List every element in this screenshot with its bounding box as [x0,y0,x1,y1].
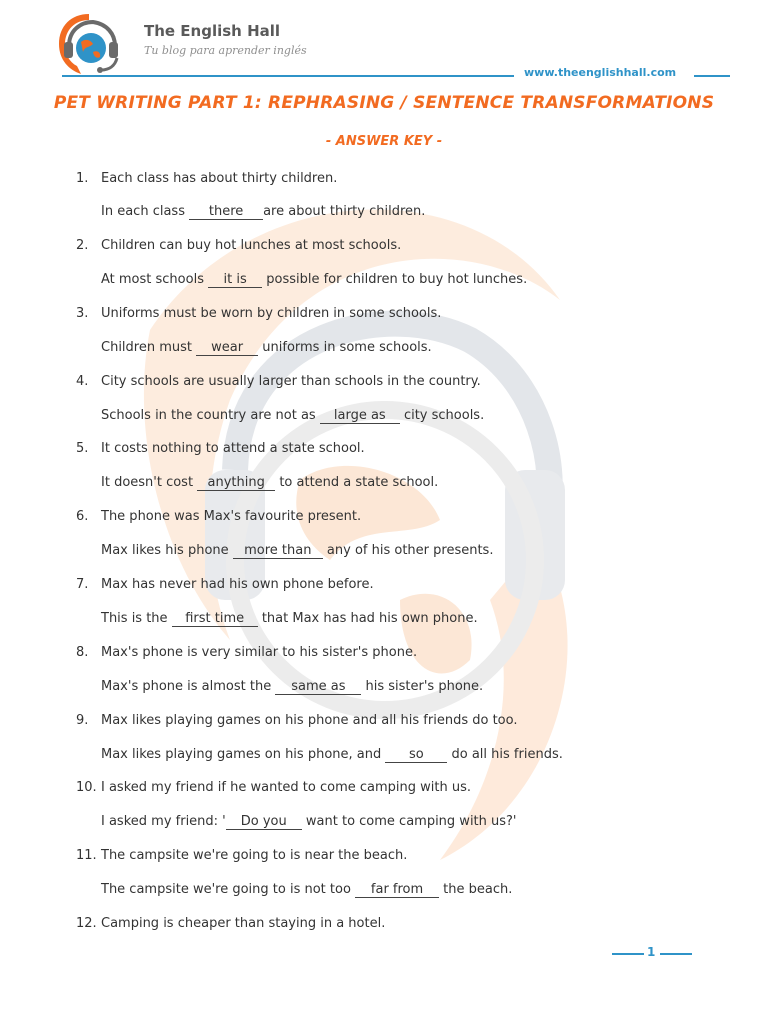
question-number: 3. [76,306,89,321]
rewrite-after: to attend a state school. [275,475,439,490]
question-number: 5. [76,441,89,456]
page-number: 1 [647,945,656,959]
question-sentence: The campsite we're going to is near the beach. [101,848,408,863]
answer-blank: Do you [226,815,302,830]
rewrite-after: any of his other presents. [322,543,494,558]
question-number: 4. [76,374,89,389]
rewrite-before: Schools in the country are not as [101,408,320,423]
rewrite-before: Children must [101,340,197,355]
page-title: PET WRITING PART 1: REPHRASING / SENTENCE TRANSFORMATIONS [53,93,715,113]
question-number: 8. [76,645,89,660]
answer-blank: far from [355,883,439,898]
header-rule [62,75,514,77]
answer-blank: there [189,205,263,220]
page-subtitle: - ANSWER KEY - [325,134,443,149]
rewrite-before: The campsite we're going to is not too [101,882,356,897]
rewrite-after: that Max has had his own phone. [257,611,478,626]
footer-rule-left [612,953,644,955]
rewrite-before: In each class [101,204,190,219]
question-number: 2. [76,238,89,253]
question-sentence: Children can buy hot lunches at most schools. [101,238,402,253]
rewrite-after: the beach. [439,882,513,897]
answer-blank: large as [320,409,400,424]
question-sentence: The phone was Max's favourite present. [101,509,362,524]
answer-blank: same as [275,680,361,695]
question-number: 10. [76,780,97,795]
rewrite-after: want to come camping with us?' [301,814,517,829]
rewrite-after: city schools. [399,408,485,423]
question-sentence: Camping is cheaper than staying in a hotel. [101,916,386,931]
rewrite-before: I asked my friend: ' [101,814,226,829]
question-sentence: Max likes playing games on his phone and all his friends do too. [101,713,518,728]
question-sentence: City schools are usually larger than schools in the country. [101,374,481,389]
answer-blank: so [385,748,447,763]
answer-blank: anything [197,476,275,491]
rewrite-before: Max's phone is almost the [101,679,276,694]
rewrite-after: possible for children to buy hot lunches. [262,272,528,287]
answer-blank: it is [208,273,262,288]
rewrite-before: Max likes his phone [101,543,233,558]
question-sentence: Max's phone is very similar to his sister's phone. [101,645,418,660]
rewrite-after: do all his friends. [447,747,563,762]
question-sentence: I asked my friend if he wanted to come camping with us. [101,780,472,795]
question-sentence: Max has never had his own phone before. [101,577,374,592]
rewrite-before: At most schools [101,272,209,287]
rewrite-after: are about thirty children. [263,204,426,219]
rewrite-before: It doesn't cost [101,475,198,490]
question-number: 7. [76,577,89,592]
question-number: 9. [76,713,89,728]
answer-blank: more than [233,544,323,559]
question-number: 1. [76,171,89,186]
question-sentence: Uniforms must be worn by children in some schools. [101,306,442,321]
headset-globe-logo-icon [55,12,123,78]
footer-rule-right [660,953,692,955]
site-url-link[interactable]: www.theenglishhall.com [524,66,677,79]
rewrite-before: This is the [101,611,172,626]
rewrite-after: uniforms in some schools. [258,340,432,355]
header-rule-right [694,75,730,77]
question-number: 12. [76,916,97,931]
question-number: 11. [76,848,97,863]
question-sentence: Each class has about thirty children. [101,171,338,186]
rewrite-after: his sister's phone. [361,679,484,694]
brand-tagline: Tu blog para aprender inglés [144,44,307,57]
question-number: 6. [76,509,89,524]
answer-blank: first time [172,612,258,627]
question-sentence: It costs nothing to attend a state school. [101,441,365,456]
brand-name: The English Hall [144,22,281,40]
rewrite-before: Max likes playing games on his phone, and [101,747,386,762]
answer-blank: wear [196,341,258,356]
